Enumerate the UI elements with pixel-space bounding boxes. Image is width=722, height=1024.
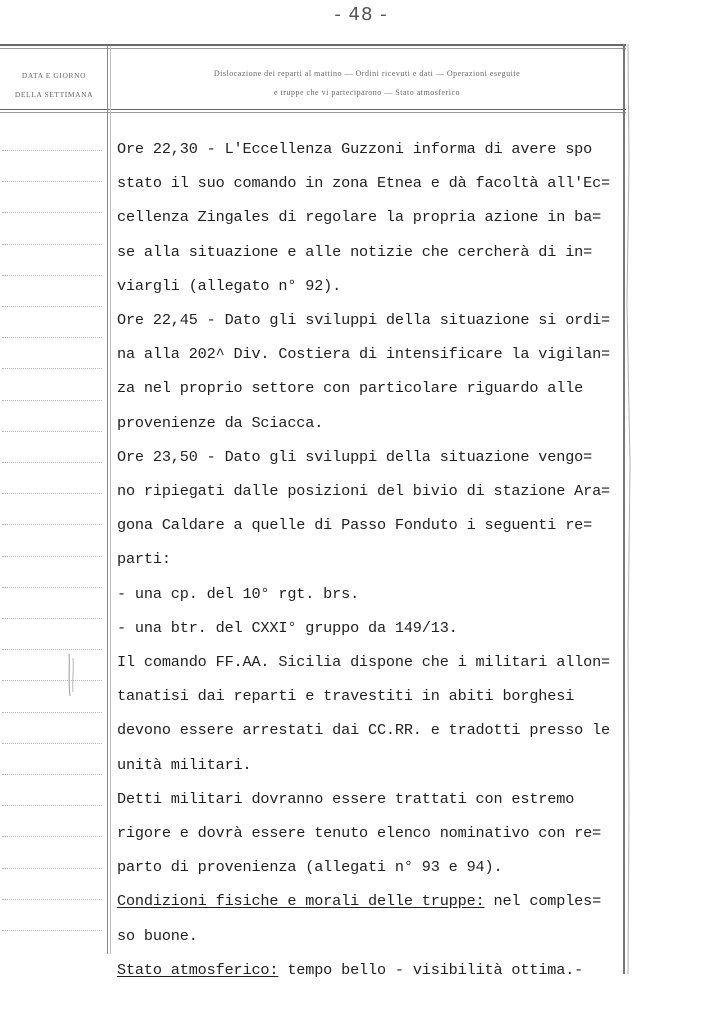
date-column-rule [2, 743, 102, 744]
text-line [117, 379, 583, 397]
text-line [117, 550, 171, 568]
text-line [117, 243, 592, 261]
text-segment: tempo bello - visibilità ottima.- [278, 960, 584, 979]
column-divider-double [110, 46, 111, 954]
date-column-rule [2, 400, 102, 401]
text-line [117, 653, 610, 671]
underlined-heading: Condizioni fisiche e morali delle truppe: [117, 892, 485, 911]
text-segment: - una cp. del 10° rgt. brs. [117, 584, 360, 603]
main-header-line: Dislocazione dei reparti al mattino — Ordini ricevuti e dati — Operazioni eseguite [213, 69, 521, 78]
text-line [117, 482, 610, 500]
page-number: - 48 - [334, 4, 388, 25]
text-line [117, 345, 610, 363]
text-segment: rigore e dovrà essere tenuto elenco nominativo con re= [117, 824, 602, 842]
right-margin-rule [623, 44, 625, 974]
date-column-rule [2, 712, 102, 713]
header-bottom-rule [0, 109, 626, 110]
text-segment: tanatisi dai reparti e travestiti in abiti borghesi [117, 687, 575, 706]
left-header-line: DATA E GIORNO [21, 71, 87, 80]
date-column-rule [2, 899, 102, 900]
date-column-rule [2, 680, 102, 681]
text-line [117, 516, 592, 534]
date-column-rule [2, 150, 102, 151]
text-segment: na alla 202^ Div. Costiera di intensificare la vigilan= [117, 345, 611, 364]
text-line [117, 277, 341, 295]
date-column-rule [2, 212, 102, 213]
underlined-heading: Stato atmosferico: [117, 960, 279, 979]
text-segment: nel comples= [484, 892, 602, 911]
main-header-line: e truppe che vi parteciparono — Stato atmosferico [274, 88, 460, 97]
text-segment: parto di provenienza (allegati n° 93 e 94). [117, 858, 503, 877]
column-divider [107, 46, 108, 954]
date-column-rule [2, 368, 102, 369]
text-segment: viargli (allegato n° 92). [117, 276, 342, 295]
text-line [117, 311, 610, 329]
text-segment: za nel proprio settore con particolare riguardo alle [117, 379, 584, 398]
text-segment: stato il suo comando in zona Etnea e dà facoltà all'Ec= [117, 174, 611, 193]
text-segment: Il comando FF.AA. Sicilia dispone che i militari allon= [117, 653, 611, 671]
text-segment: gona Caldare a quelle di Passo Fonduto i seguenti re= [117, 516, 593, 535]
text-segment: Detti militari dovranno essere trattati con estremo [117, 789, 575, 808]
text-segment: - una btr. del CXXI° gruppo da 149/13. [117, 618, 458, 637]
header-bottom-rule-double [0, 112, 626, 113]
text-line [117, 927, 198, 945]
pencil-mark [66, 652, 76, 698]
date-column-rule [2, 431, 102, 432]
text-line [117, 619, 458, 637]
text-line [117, 140, 592, 158]
text-segment: unità militari. [117, 755, 252, 774]
text-line [117, 961, 583, 979]
date-column-rule [2, 805, 102, 806]
date-column-rule [2, 836, 102, 837]
date-column-rule [2, 181, 102, 182]
text-line [117, 448, 592, 466]
text-segment: se alla situazione e alle notizie che cercherà di in= [117, 242, 593, 261]
text-segment: no ripiegati dalle posizioni del bivio di stazione Ara= [117, 482, 611, 500]
text-segment: so buone. [117, 926, 198, 945]
text-segment: parti: [117, 550, 171, 569]
date-column-rule [2, 587, 102, 588]
date-column-rule [2, 337, 102, 338]
text-line [117, 585, 359, 603]
date-column-rule [2, 244, 102, 245]
text-line [117, 756, 251, 774]
date-column-rule [2, 275, 102, 276]
text-line [117, 414, 323, 432]
date-column-rule [2, 774, 102, 775]
text-line [117, 790, 574, 808]
text-line [117, 858, 502, 876]
text-line [117, 208, 601, 226]
date-column-rule [2, 306, 102, 307]
date-column-rule [2, 649, 102, 650]
date-column-rule [2, 524, 102, 525]
left-header-line: DELLA SETTIMANA [14, 90, 94, 99]
text-segment: devono essere arrestati dai CC.RR. e tradotti presso le [117, 721, 611, 740]
date-column-rule [2, 930, 102, 931]
date-column-rule [2, 462, 102, 463]
date-column-rule [2, 868, 102, 869]
text-line [117, 174, 610, 192]
text-line [117, 824, 601, 842]
text-segment: cellenza Zingales di regolare la propria azione in ba= [117, 208, 602, 227]
text-line [117, 892, 601, 910]
main-column-header [113, 64, 621, 102]
text-segment: Ore 22,45 - Dato gli sviluppi della situazione si ordi= [117, 311, 611, 329]
top-rule-double [0, 48, 626, 49]
date-column-rule [2, 618, 102, 619]
text-line [117, 721, 610, 739]
text-line [117, 687, 574, 705]
text-segment: Ore 22,30 - L'Eccellenza Guzzoni informa di avere spo [117, 140, 593, 158]
top-rule [0, 44, 626, 46]
left-column-header [4, 66, 104, 104]
text-segment: provenienze da Sciacca. [117, 413, 324, 432]
date-column-rule [2, 493, 102, 494]
page-edge-shadow [626, 44, 722, 974]
text-segment: Ore 23,50 - Dato gli sviluppi della situazione vengo= [117, 447, 593, 466]
date-column-rule [2, 556, 102, 557]
